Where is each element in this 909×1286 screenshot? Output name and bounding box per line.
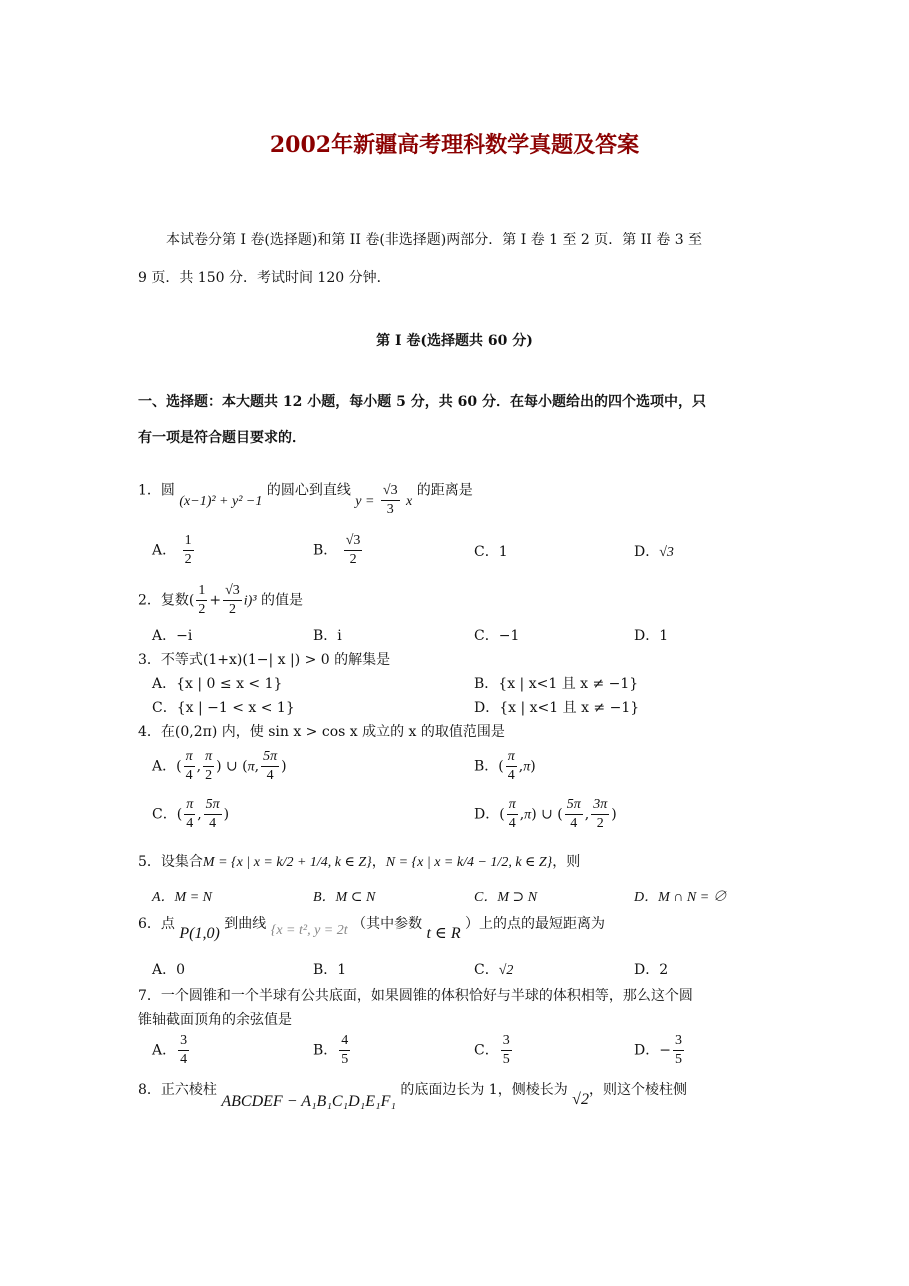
q5-option-a: A．M = N bbox=[152, 890, 212, 905]
question-7-line-1: 7．一个圆锥和一个半球有公共底面，如果圆锥的体积恰好与半球的体积相等，那么这个圆 bbox=[138, 988, 693, 1004]
q4-c-f2-num: 5π bbox=[204, 796, 222, 815]
q1-option-a bbox=[152, 532, 196, 569]
q1-b-fraction bbox=[344, 532, 363, 569]
q8-mid: 的底面边长为 1，侧棱长为 bbox=[400, 1082, 568, 1098]
q1-a-fraction bbox=[183, 532, 194, 569]
q4-a-f1-den: 4 bbox=[185, 768, 193, 783]
q1-a-den: 2 bbox=[184, 552, 192, 567]
q4-b-f1 bbox=[506, 748, 517, 785]
q7-option-a bbox=[152, 1032, 191, 1069]
q4-c-f2-den: 4 bbox=[209, 816, 217, 831]
q2-option-d: D．1 bbox=[634, 628, 669, 644]
q7-c-num: 3 bbox=[501, 1032, 512, 1051]
q7-a-num: 3 bbox=[178, 1032, 189, 1051]
q1-b-label: B． bbox=[313, 542, 338, 559]
q7-a-den: 4 bbox=[180, 1052, 188, 1067]
q7-b-label: B． bbox=[313, 1042, 338, 1059]
q4-a-f2 bbox=[203, 748, 214, 785]
q4-d-f1 bbox=[507, 796, 518, 833]
q6-c-label: C． bbox=[474, 962, 499, 978]
q7-b-den: 5 bbox=[341, 1052, 349, 1067]
q7-b-num: 4 bbox=[339, 1032, 350, 1051]
q1-suffix: 的距离是 bbox=[416, 482, 473, 499]
q4-d-f3-den: 2 bbox=[596, 816, 604, 831]
q4-c-label: C． bbox=[152, 806, 177, 823]
q1-line-lhs: y = bbox=[355, 493, 375, 509]
q4-d-pi: π bbox=[524, 807, 532, 823]
q4-a-f3-den: 4 bbox=[266, 768, 274, 783]
q5-set-m: M = {x | x = k/2 + 1/4, k ∈ Z} bbox=[202, 855, 372, 870]
q4-a-f2-den: 2 bbox=[205, 768, 213, 783]
q4-c-f1 bbox=[184, 796, 195, 833]
intro-line-1: 本试卷分第 I 卷(选择题)和第 II 卷(非选择题)两部分．第 I 卷 1 至 2 页．第 II 卷 3 至 bbox=[166, 232, 703, 248]
q8-edge: √2 bbox=[572, 1091, 589, 1108]
q6-mid: 到曲线 bbox=[224, 916, 267, 932]
q2-f1-den: 2 bbox=[198, 602, 206, 617]
q4-option-d: D．( $\frac{\pi}{4}$ ,π) ∪ ( $\frac{5\pi}{4}$ , $\frac{3\pi}{2}$ ) bbox=[474, 797, 617, 831]
q8-prism: ABCDEF − A₁B₁C₁D₁E₁F₁ bbox=[221, 1093, 396, 1110]
part1-instructions-line-2: 有一项是符合题目要求的． bbox=[138, 430, 306, 446]
q2-plus: + bbox=[209, 592, 222, 609]
q1-b-num: √3 bbox=[344, 532, 363, 551]
q2-f2-den: 2 bbox=[228, 602, 236, 617]
part1-instructions-line-1: 一、选择题：本大题共 12 小题，每小题 5 分，共 60 分．在每小题给出的四个选项中，只 bbox=[138, 394, 706, 410]
q4-b-label: B． bbox=[474, 758, 499, 775]
intro-line-2: 9 页．共 150 分．考试时间 120 分钟． bbox=[138, 270, 391, 286]
q1-line-den: 3 bbox=[386, 502, 394, 517]
q1-option-c: C．1 bbox=[474, 544, 508, 560]
q4-b-f1-den: 4 bbox=[507, 768, 515, 783]
q4-option-a: A．( $\frac{\pi}{4}$ , $\frac{\pi}{2}$ ) ∪ (π, $\frac{5\pi}{4}$ ) bbox=[152, 749, 287, 783]
q2-option-a: A．−i bbox=[152, 628, 193, 644]
q6-option-b: B．1 bbox=[313, 962, 347, 978]
q4-d-f2-den: 4 bbox=[570, 816, 578, 831]
q8-prefix: 8．正六棱柱 bbox=[138, 1082, 217, 1098]
question-2-stem bbox=[138, 582, 303, 619]
q6-option-c bbox=[474, 960, 513, 981]
q7-d-den: 5 bbox=[674, 1052, 682, 1067]
q6-c-value: √2 bbox=[498, 963, 514, 978]
q2-option-c: C．−1 bbox=[474, 628, 520, 644]
q7-a-fraction bbox=[178, 1032, 189, 1069]
q4-a-f1-num: π bbox=[184, 748, 195, 767]
q2-fraction-1 bbox=[196, 582, 207, 619]
q7-b-fraction bbox=[339, 1032, 350, 1069]
q3-option-d: D．{x | x<1 且 x ≠ −1} bbox=[474, 700, 640, 716]
q7-option-b bbox=[313, 1032, 352, 1069]
q2-fraction-2 bbox=[223, 582, 242, 619]
q1-a-num: 1 bbox=[183, 532, 194, 551]
q4-c-f2 bbox=[204, 796, 222, 833]
q5-prefix: 5．设集合 bbox=[138, 854, 203, 870]
q8-suffix: ，则这个棱柱侧 bbox=[588, 1082, 687, 1098]
q4-option-c: C．( $\frac{\pi}{4}$ , $\frac{5\pi}{4}$ ) bbox=[152, 797, 230, 831]
q4-b-pi: π bbox=[523, 759, 531, 775]
q4-a-f1 bbox=[184, 748, 195, 785]
q4-c-f1-num: π bbox=[184, 796, 195, 815]
q4-d-f1-den: 4 bbox=[508, 816, 516, 831]
q5-suffix: ，则 bbox=[552, 854, 581, 870]
q1-line-x: x bbox=[406, 493, 413, 509]
q7-c-den: 5 bbox=[502, 1052, 510, 1067]
q2-tail: i)³ bbox=[243, 593, 257, 609]
q4-a-label: A． bbox=[152, 758, 177, 775]
q4-d-f1-num: π bbox=[507, 796, 518, 815]
q7-a-label: A． bbox=[152, 1042, 177, 1059]
q6-curve: {x = t², y = 2t bbox=[270, 923, 348, 938]
question-5-stem bbox=[138, 852, 580, 873]
q1-a-label: A． bbox=[152, 542, 177, 559]
q7-c-label: C． bbox=[474, 1042, 499, 1059]
q4-d-f2-num: 5π bbox=[565, 796, 583, 815]
q4-d-f3 bbox=[591, 796, 609, 833]
q5-option-c: C．M ⊃ N bbox=[474, 890, 538, 905]
q4-a-f3 bbox=[261, 748, 279, 785]
q7-option-d bbox=[634, 1032, 686, 1069]
q1-line-fraction bbox=[381, 482, 400, 519]
q6-param: t ∈ R bbox=[426, 925, 461, 942]
q6-prefix: 6．点 bbox=[138, 916, 175, 932]
q4-a-f3-num: 5π bbox=[261, 748, 279, 767]
q1-prefix: 1．圆 bbox=[138, 482, 175, 499]
q4-c-f1-den: 4 bbox=[186, 816, 194, 831]
q1-option-d bbox=[634, 542, 674, 563]
q6-point: P(1,0) bbox=[179, 925, 220, 942]
question-1-stem bbox=[138, 472, 473, 517]
q6-option-a: A．0 bbox=[152, 962, 186, 978]
q2-suffix: 的值是 bbox=[261, 592, 303, 609]
q2-f1-num: 1 bbox=[196, 582, 207, 601]
q4-option-b: B．( $\frac{\pi}{4}$ ,π) bbox=[474, 749, 536, 783]
q4-b-f1-num: π bbox=[506, 748, 517, 767]
question-8-stem bbox=[138, 1080, 687, 1110]
q5-sep: ， bbox=[371, 854, 386, 870]
q1-d-label: D． bbox=[634, 544, 660, 560]
q4-d-label: D． bbox=[474, 806, 500, 823]
q5-option-b: B．M ⊂ N bbox=[313, 890, 376, 905]
q1-b-den: 2 bbox=[349, 552, 357, 567]
q1-circle-equation: (x−1)² + y² −1 bbox=[179, 493, 263, 509]
q1-option-b bbox=[313, 532, 364, 569]
section-title: 第 I 卷(选择题共 60 分) bbox=[376, 333, 533, 349]
q2-f2-num: √3 bbox=[223, 582, 242, 601]
question-3-stem: 3．不等式(1+x)(1−| x |) > 0 的解集是 bbox=[138, 652, 391, 668]
q3-option-b: B．{x | x<1 且 x ≠ −1} bbox=[474, 676, 639, 692]
q7-option-c bbox=[474, 1032, 514, 1069]
q5-set-n: N = {x | x = k/4 − 1/2, k ∈ Z} bbox=[385, 855, 553, 870]
q3-option-c: C．{x | −1 < x < 1} bbox=[152, 700, 295, 716]
document-title: 2002年新疆高考理科数学真题及答案 bbox=[269, 132, 640, 158]
q2-option-b: B．i bbox=[313, 628, 342, 644]
q4-a-f2-num: π bbox=[203, 748, 214, 767]
q1-d-value: √3 bbox=[659, 545, 674, 560]
q4-d-f2 bbox=[565, 796, 583, 833]
q2-prefix: 2．复数( bbox=[138, 592, 195, 609]
q5-option-d: D．M ∩ N = ∅ bbox=[634, 890, 727, 905]
question-7-line-2: 锥轴截面顶角的余弦值是 bbox=[138, 1012, 292, 1028]
q7-d-num: 3 bbox=[673, 1032, 684, 1051]
q3-option-a: A．{x | 0 ≤ x < 1} bbox=[152, 676, 283, 692]
q7-c-fraction bbox=[501, 1032, 512, 1069]
question-4-stem: 4．在(0,2π) 内，使 sin x > cos x 成立的 x 的取值范围是 bbox=[138, 724, 505, 740]
q6-paren: （其中参数 bbox=[352, 916, 423, 932]
question-6-stem bbox=[138, 914, 606, 942]
q4-a-pi: π bbox=[247, 759, 255, 775]
q6-option-d: D．2 bbox=[634, 962, 669, 978]
q1-line-num: √3 bbox=[381, 482, 400, 501]
q6-suffix: ）上的点的最短距离为 bbox=[465, 916, 606, 932]
q7-d-fraction bbox=[673, 1032, 684, 1069]
q1-mid: 的圆心到直线 bbox=[266, 482, 351, 499]
q4-d-f3-num: 3π bbox=[591, 796, 609, 815]
q7-d-label: D．− bbox=[634, 1042, 671, 1059]
